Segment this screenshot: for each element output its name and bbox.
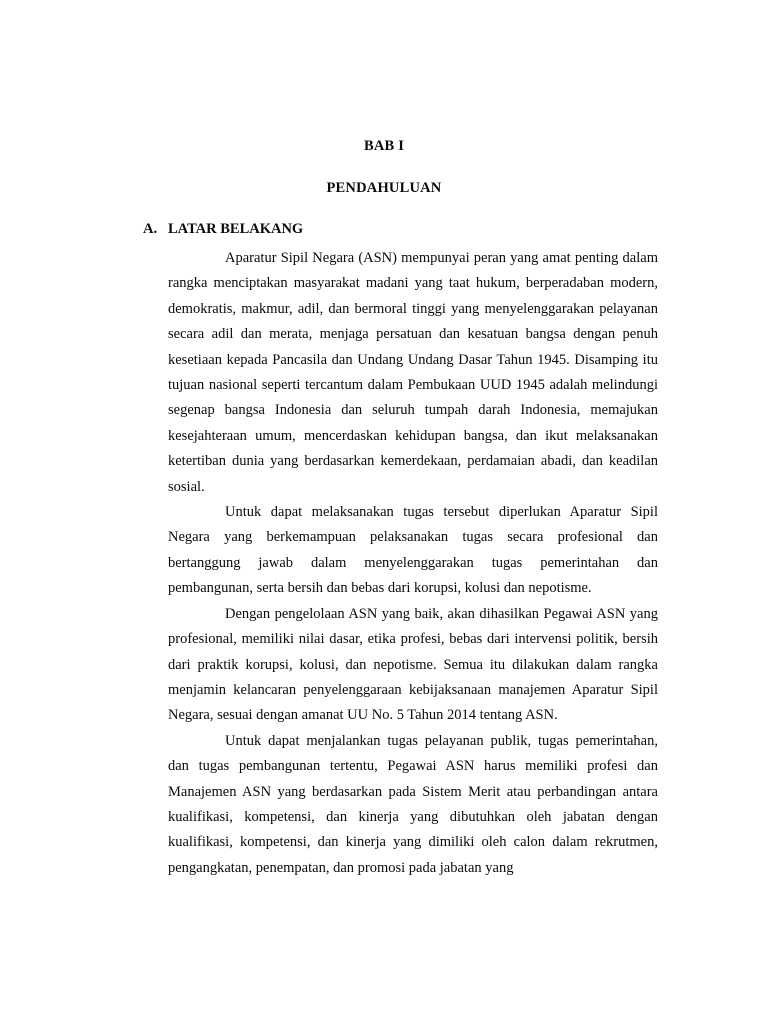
section-label: LATAR BELAKANG [168,221,304,237]
chapter-subtitle: PENDAHULUAN [326,180,442,196]
paragraph: Untuk dapat melaksanakan tugas tersebut diperlukan Aparatur Sipil Negara yang berkemampuan pelaksanakan tugas secara profesional dan bertanggung jawab dalam menyelenggarakan tugas pemerintahan dan pembangunan, serta bersih dan bebas dari korupsi, kolusi dan nepotisme. [168,504,658,597]
section-heading [143,222,658,237]
body-text-block [168,246,658,881]
chapter-title: BAB I [363,138,405,154]
paragraph: Dengan pengelolaan ASN yang baik, akan dihasilkan Pegawai ASN yang profesional, memiliki nilai dasar, etika profesi, bebas dari intervensi politik, bersih dari praktik korupsi, kolusi, dan nepotisme. Semua itu dilakukan dalam rangka menjamin kelancaran penyelenggaraan kebijaksanaan manajemen Aparatur Sipil Negara, sesuai dengan amanat UU No. 5 Tahun 2014 tentang ASN. [168,605,658,724]
section-letter: A. [143,221,158,237]
paragraph: Aparatur Sipil Negara (ASN) mempunyai peran yang amat penting dalam rangka menciptakan masyarakat madani yang taat hukum, berperadaban modern, demokratis, makmur, adil, dan bermoral tinggi yang menyelenggarakan pelayanan secara adil dan merata, menjaga persatuan dan kesatuan bangsa dengan penuh kesetiaan kepada Pancasila dan Undang Undang Dasar Tahun 1945. Disamping itu tujuan nasional seperti tercantum dalam Pembukaan UUD 1945 adalah melindungi segenap bangsa Indonesia dan seluruh tumpah darah Indonesia, memajukan kesejahteraan umum, mencerdaskan kehidupan bangsa, dan ikut melaksanakan ketertiban dunia yang berdasarkan kemerdekaan, perdamaian abadi, dan keadilan sosial. [168,250,658,495]
paragraph: Untuk dapat menjalankan tugas pelayanan publik, tugas pemerintahan, dan tugas pembangunan tertentu, Pegawai ASN harus memiliki profesi dan Manajemen ASN yang berdasarkan pada Sistem Merit atau perbandingan antara kualifikasi, kompetensi, dan kinerja yang dibutuhkan oleh jabatan dengan kualifikasi, kompetensi, dan kinerja yang dimiliki oleh calon dalam rekrutmen, pengangkatan, penempatan, dan promosi pada jabatan yang [168,732,658,876]
